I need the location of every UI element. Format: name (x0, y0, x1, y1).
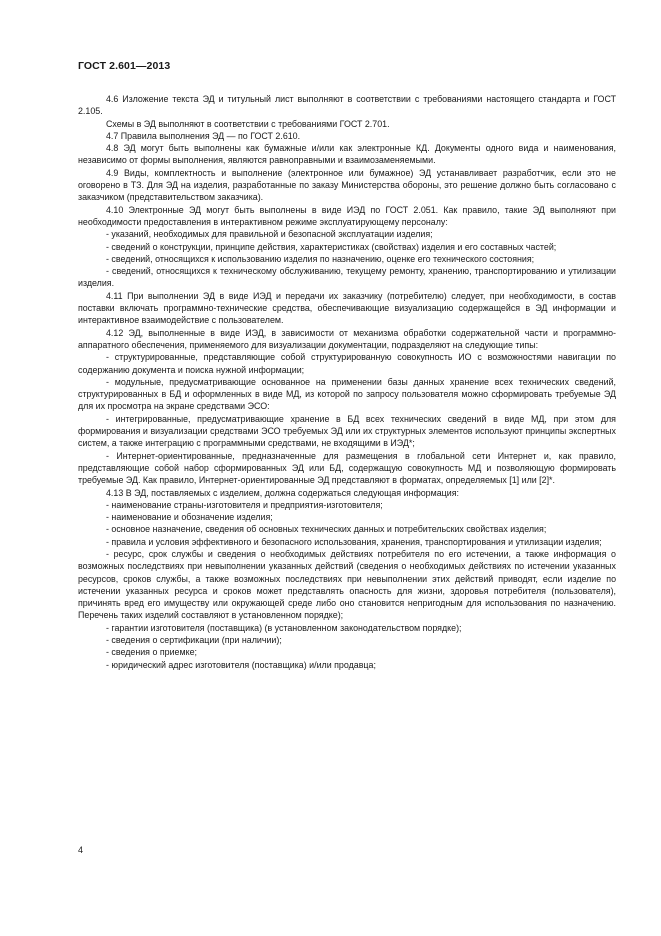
paragraph-4-13: 4.13 В ЭД, поставляемых с изделием, должна содержаться следующая информация: (106, 487, 459, 498)
list-item: - указаний, необходимых для правильной и безопасной эксплуатации изделия; (106, 229, 433, 240)
list-item: - сведений о конструкции, принципе действия, характеристиках (свойствах) изделия и его составных частей; (106, 241, 557, 252)
list-item: - сведения о приемке; (106, 647, 197, 658)
paragraph-4-7: 4.7 Правила выполнения ЭД — по ГОСТ 2.610. (106, 130, 301, 141)
list-item: - гарантии изготовителя (поставщика) (в установленном законодательством порядке); (106, 622, 462, 633)
list-item: - ресурс, срок службы и сведения о необходимых действиях потребителя по его истечении, а также информация о возможных последствиях при невыполнении указанных действий (сведения о необходимых действиях по истечении указанных ресурсов, сроков службы, а также возможных последствиях при невыполнении этих действий приводят, если изделие по истечении указанных ресурса и сроков может представлять опасность для жизни, здоровья потребителя (пользователя), причинять вред его имуществу или окружающей среде либо оно становится непригодным для использования по назначению. Перечень таких изделий составляют в установленном порядке); (78, 548, 616, 621)
list-item: - Интернет-ориентированные, предназначенные для размещения в глобальной сети Интернет и, как правило, представляющие собой набор сформированных ЭД или БД, содержащую совокупность МД и позволяющую формировать требуемые ЭД. Как правило, Интернет-ориентированные ЭД представляют в форматах, определяемых [1] или [2]*. (78, 450, 616, 486)
list-item: - наименование страны-изготовителя и предприятия-изготовителя; (106, 499, 383, 510)
list-item: - сведений, относящихся к использованию изделия по назначению, оценке его технического состояния; (106, 253, 535, 264)
standard-header: ГОСТ 2.601—2013 (78, 60, 171, 72)
list-item: - структурированные, представляющие собой структурированную совокупность ИО с возможностями навигации по содержанию документа и поиска нужной информации; (78, 352, 616, 375)
paragraph-4-11: 4.11 При выполнении ЭД в виде ИЭД и передачи их заказчику (потребителю) следует, при необходимости, в состав поставки включать программно-технические средства, обеспечивающие визуализацию содержащейся в ЭД информации и интерактивное взаимодействие с пользователем. (78, 290, 616, 326)
document-body (78, 93, 616, 671)
list-item: - сведения о сертификации (при наличии); (106, 635, 282, 646)
paragraph-4-6: 4.6 Изложение текста ЭД и титульный лист выполняют в соответствии с требованиями настоящего стандарта и ГОСТ 2.105. (78, 94, 616, 117)
page-number: 4 (78, 845, 84, 855)
paragraph-schemes: Схемы в ЭД выполняют в соответствии с требованиями ГОСТ 2.701. (106, 118, 390, 129)
paragraph-4-10: 4.10 Электронные ЭД могут быть выполнены в виде ИЭД по ГОСТ 2.051. Как правило, такие ЭД выполняют при необходимости предоставления в интерактивном режиме эксплуатирующему персоналу: (78, 204, 616, 227)
list-item: - правила и условия эффективного и безопасного использования, хранения, транспортирования и утилизации изделия; (106, 536, 602, 547)
list-item: - сведений, относящихся к техническому обслуживанию, текущему ремонту, хранению, транспортированию и утилизации изделия. (78, 266, 616, 289)
list-item: - интегрированные, предусматривающие хранение в БД всех технических сведений в виде МД, при этом для формирования и визуализации средствами ЭСО требуемых ЭД или их структурных элементов используют принципы экспертных систем, а также интеграцию с программными средствами, не входящими в ИЭД*; (78, 413, 616, 449)
paragraph-4-9: 4.9 Виды, комплектность и выполнение (электронное или бумажное) ЭД устанавливает разработчик, если это не оговорено в ТЗ. Для ЭД на изделия, разработанные по заказу Министерства обороны, это решение должно быть согласовано с заказчиком (представительством заказчика). (78, 167, 616, 203)
paragraph-4-8: 4.8 ЭД могут быть выполнены как бумажные и/или как электронные КД. Документы одного вида и наименования, независимо от формы выполнения, являются равноправными и взаимозаменяемыми. (78, 143, 616, 166)
list-item: - модульные, предусматривающие основанное на применении базы данных хранение всех технических сведений, структурированных в БД и оформленных в виде МД, из которой по запросу пользователя можно сформировать требуемые ЭД для их просмотра на экране средствами ЭСО: (78, 376, 616, 412)
paragraph-4-12: 4.12 ЭД, выполненные в виде ИЭД, в зависимости от механизма обработки содержательной части и программно-аппаратного обеспечения, применяемого для визуализации документации, подразделяют на следующие типы: (78, 327, 616, 350)
list-item: - юридический адрес изготовителя (поставщика) и/или продавца; (106, 659, 376, 670)
list-item: - основное назначение, сведения об основных технических данных и потребительских свойствах изделия; (106, 524, 547, 535)
list-item: - наименование и обозначение изделия; (106, 512, 273, 523)
